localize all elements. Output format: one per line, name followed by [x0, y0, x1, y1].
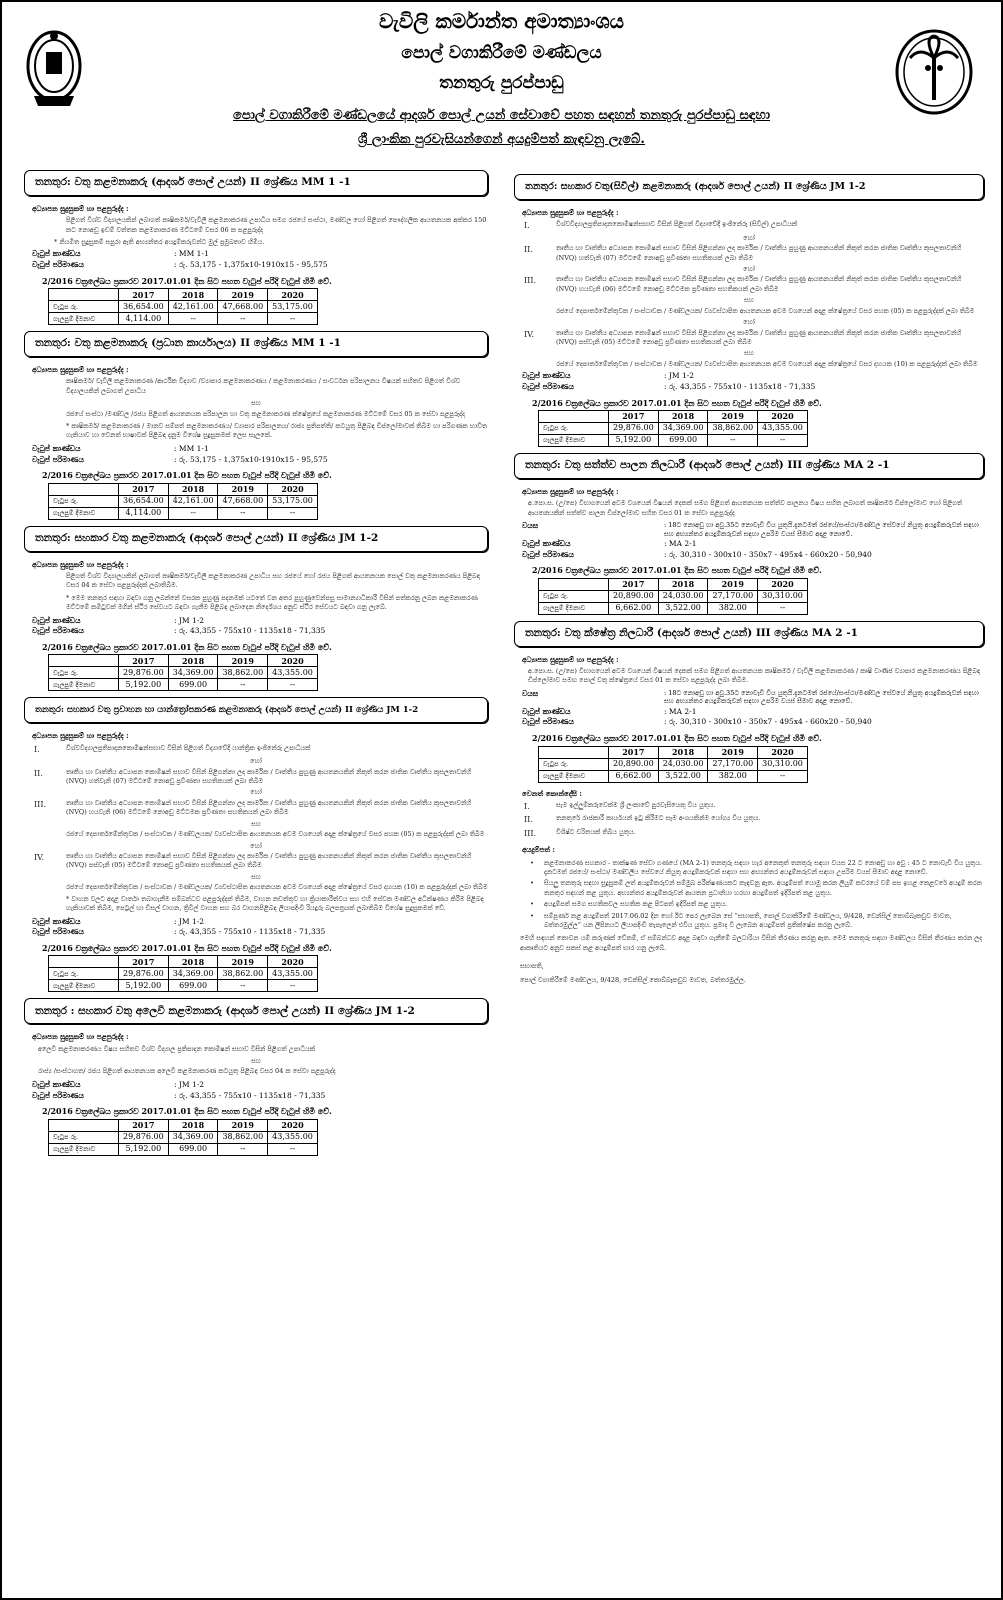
or-separator: හෝ: [743, 318, 755, 327]
grade-value: : JM 1-2: [174, 1079, 205, 1089]
scale-value: : රු. 30,310 - 300x10 - 350x7 - 495x4 - 660x20 - 50,940: [664, 717, 872, 727]
table-cell: 2020: [758, 746, 808, 758]
item-numeral: I.: [524, 221, 530, 231]
table-cell: වැටුප රු.: [49, 667, 119, 679]
scale-value: : රු. 43,355 - 755x10 - 1135x18 - 71,335: [664, 382, 816, 391]
table-cell: [49, 483, 119, 495]
table-cell: 34,369.00: [168, 667, 218, 679]
item-numeral: IV.: [524, 329, 535, 339]
table-cell: [49, 655, 119, 667]
and-separator: සහ: [251, 872, 261, 881]
scale-label: වැටුප් පරිමාණය: [32, 260, 84, 270]
table-cell: 2019: [218, 289, 268, 301]
age-value: : 18ට නොඅඩු හා අවු.35ට නොවැඩි විය යුතුයි.දැනටමත් රජයේ/සංස්ථා/මණ්ඩල සේවයේ නියුතු අයදුම්කරුවන් සඳහා සහ අභ්‍යන්තර අයදුම්කරුවන් සඳහා උපරිම වයස් සීමාව අදාළ නොවේ.: [664, 688, 979, 706]
table-cell: 24,030.00: [658, 590, 708, 602]
table-cell: --: [758, 770, 808, 782]
table-cell: 2020: [268, 655, 318, 667]
qualification-text: කෘෂිකර්ම/ වැවිලි කළමනාකරණ /ආර්ථික විද්‍යාව /ව්‍යාපාර කළමනාකරණය / කළමනාකරණය / සංවර්ධන පරිපාලනය විෂයක් සහිතව පිළිගත් විශ්ව විද්‍යාලයකින් ලබාගත් උපාධිය: [66, 377, 461, 395]
condition-item: සැම ඉල්ලුම්කරුවෙක්ම ශ්‍රී ලංකාවේ පුරවැසියෙකු විය යුතුය.: [556, 800, 716, 809]
table-cell: 43,355.00: [268, 667, 318, 679]
salary-table: [538, 746, 808, 783]
qualification-note: * වාහන වලට අදාළ වාර්තා තබාගැනීම සම්බන්ධව පළපුරුද්දක් තිබීම, වාහන නඩත්තුව හා ක්‍රියාකාරීත්වය සහ එහි සේවක මණ්ඩල අධීක්ෂණය කිරීම පිළිබඳ හැකියාවක් තිබීම, පෙට්‍රල් හා ඩීසල් වාහන, ත්‍රිවිල් වාහන සහ බර වාහනපිළිබඳ ලියාපදිංචි රියදුරු බලපත්‍රයක් ලබාතිබීම විශේෂ සුදුසුකමක් වේ.: [66, 894, 484, 913]
left-column: [24, 166, 488, 1162]
table-cell: [539, 411, 609, 423]
scale-value: : රු. 43,355 - 755x10 - 1135x18 - 71,335: [174, 626, 326, 636]
table-cell: 2017: [609, 578, 659, 590]
condition-item: තනතුරේ රාජකාරී කාර්යයන් ඉටු කිරීමට සෑම අංශයකින්ම යෝග්‍ය විය යුතුය.: [556, 814, 761, 823]
table-cell: 34,369.00: [168, 1131, 218, 1143]
scale-label: වැටුප් පරිමාණය: [522, 549, 574, 559]
other-conditions: [514, 789, 984, 840]
board-title: පොල් වගාකිරීමේ මණ්ඩලය: [401, 43, 602, 63]
or-separator: හෝ: [250, 788, 262, 797]
table-cell: 2018: [168, 289, 218, 301]
table-cell: 29,876.00: [119, 968, 169, 980]
table-cell: 2020: [268, 956, 318, 968]
table-cell: 5,192.00: [119, 980, 169, 992]
table-cell: 2018: [658, 746, 708, 758]
table-cell: 38,862.00: [218, 1131, 268, 1143]
qualification-text: රාජ්‍ය /සංස්ථාගත/ රජය පිළිගත් ආයතනයක අලෙවි කළමනාකරණ කටයුතු පිළිබඳ වසර 04 ක සේවා පළපුරුද්ද: [38, 1067, 336, 1076]
table-cell: 2019: [218, 655, 268, 667]
table-cell: වැටුප රු.: [539, 423, 609, 435]
item-numeral: [34, 830, 66, 839]
table-cell: 29,876.00: [119, 1131, 169, 1143]
table-cell: 2020: [758, 411, 808, 423]
table-cell: 5,192.00: [609, 435, 659, 447]
table-cell: 2018: [168, 956, 218, 968]
qualifications-label: අධ්‍යාපන සුදුසුකම් හා පළපුරුද්ද :: [32, 365, 129, 375]
table-cell: --: [218, 1143, 268, 1155]
salary-note: 2/2016 චක්‍රලේඛය ප්‍රකාරව 2017.01.01 දින සිට පහත වැටුප් පරිදි වැටුප් හිමි වේ.: [532, 733, 822, 744]
qualifications-label: අධ්‍යාපන සුදුසුකම් හා පළපුරුද්ද :: [522, 208, 619, 217]
vacancy-title: තනතුර : සහකාර වතු අලෙවි කළමනාකරු (ආදර්ශ පොල් උයන්) II ශ්‍රේණිය JM 1-2: [24, 998, 488, 1024]
qualification-note: * කෘෂිකර්ම/ කළමනාකරණ / මානව සම්පත් කළමනාකරණය/ ව්‍යාපාර පරිපාලනය/ රාජ්‍ය ප්‍රතිපත්ති/ කටයුතු පිළිබඳ ඩිප්ලෝමාවක් තිබීම හා පරිගණක භාවිත හැකියාව හා වෙනත් භාෂාවක් පිළිබඳ දැනුම විශේෂ සුදුසුකමක් ලෙස සැලකේ.: [66, 422, 488, 440]
footnote: මෙහි සඳහන් නොවන යම් කරුණක් වේනම්, ඒ සම්බන්ධව අදාළ බඳවා ගැනීමේ බලධාරියා විසින් තීරණය කරනු ඇත. මෙම තනතුරු සඳහා මණ්ඩලය විසින් තීරණය කරන ලද ආකෘතියට අනුව සකස් කළ අයදුම්පත් භාර ගනු ලැබේ.: [520, 934, 983, 953]
qualifications-label: අධ්‍යාපන සුදුසුකම් හා පළපුරුද්ද :: [522, 487, 619, 497]
item-numeral: [34, 883, 66, 892]
table-cell: වැටුප රු.: [539, 590, 609, 602]
scale-label: වැටුප් පරිමාණය: [32, 1090, 84, 1100]
table-cell: 42,161.00: [168, 301, 218, 313]
salary-table: [48, 1119, 318, 1156]
table-cell: --: [708, 435, 758, 447]
qualification-item: රජයේ දෙපාර්තමේන්තුවක / සංස්ථාවක / මණ්ඩලයක/ ව්‍යවස්ථාපිත ආයතනයක අවම වශයෙන් අදාළ ක්ෂේත්‍රයේ වසර පහක (05) ක පළපුරුද්දක් ලබා තිබීම: [66, 830, 485, 839]
item-numeral: III.: [524, 276, 537, 286]
vacancy-civil-manager: [514, 174, 984, 447]
salary-table: [48, 955, 318, 992]
table-cell: 6,662.00: [609, 602, 659, 614]
salary-table: [48, 288, 318, 325]
table-cell: 30,310.00: [758, 590, 808, 602]
condition-item: විශිෂ්ට චරිතයක් තිබිය යුතුය.: [556, 827, 636, 836]
qualification-item: විශ්වවිද්‍යාලප්‍රතිපාදනකොමිෂන්සභාව විසින් පිළිගත් විද්‍යාවේදී ඉංජිනේරු (සිවිල්) උපාධියක්: [556, 220, 798, 229]
qualification-item: තෘතීය හා වෘත්තීය අධ්‍යාපන කොමිෂන් සභාව විසින් පිළිගන්නා ලද කාර්මික / වෘත්තීය පුහුණු ආයතනයකින් නිකුත් කරන ජාතික වෘත්තීය කුසලතාවන්හි (NVQ) පස්වැනි (05) මට්ටමේ නොඅඩු ප්‍රවීණතා සහතිකයක් ලබා තිබීම: [556, 328, 962, 346]
scale-label: වැටුප් පරිමාණය: [32, 927, 84, 937]
table-cell: 42,161.00: [168, 495, 218, 507]
scale-value: : රු. 30,310 - 300x10 - 350x7 - 495x4 - 660x20 - 50,940: [664, 549, 872, 559]
item-numeral: [524, 307, 556, 316]
table-cell: 2017: [119, 483, 169, 495]
table-cell: --: [268, 980, 318, 992]
scale-value: : රු. 43,355 - 755x10 - 1135x18 - 71,335: [174, 927, 326, 937]
table-cell: 699.00: [168, 980, 218, 992]
table-cell: 53,175.00: [268, 495, 318, 507]
qualification-item: තෘතීය හා වෘත්තීය අධ්‍යාපන කොමිෂන් සභාව විසින් පිළිගන්නා ලද කාර්මික / වෘත්තීය පුහුණු ආයතනයකින් නිකුත් කරන ජාතික වෘත්තීය කුසලතාවන්හි (NVQ) හත්වැනි (07) මට්ටමේ නොඅඩු ප්‍රවීණතා සහතිකයක් ලබා තිබීම: [66, 767, 472, 786]
table-cell: 699.00: [658, 435, 708, 447]
or-separator: හෝ: [743, 233, 755, 242]
and-separator: සහ: [251, 399, 261, 408]
table-cell: වැටුප රු.: [539, 758, 609, 770]
qualification-text: රජයේ සංස්ථා /මණ්ඩල /රජය පිළිගත් ආයතනයක පරිපාලන හා වතු කළමනාකරණ ක්ෂේත්‍රයේ කළමනාකරණ මට්ටමේ වසර 05 ක සේවා පළපුරුද්ද: [66, 409, 465, 418]
vacancy-title: තනතුර: වතු කළමනාකරු (ප්‍රධාන කාර්යාලය) II ශ්‍රේණිය MM 1 -1: [24, 331, 488, 357]
grade-label: වැටුප් කාණ්ඩය: [32, 249, 81, 259]
age-label: වයස: [522, 521, 539, 531]
salary-table: [48, 483, 318, 520]
grade-label: වැටුප් කාණ්ඩය: [522, 538, 571, 548]
table-cell: 20,890.00: [609, 758, 659, 770]
or-separator: හෝ: [250, 757, 262, 766]
table-cell: --: [268, 1143, 318, 1155]
table-cell: ගැලපුම් දීමනාව: [539, 602, 609, 614]
table-cell: [539, 578, 609, 590]
table-cell: වැටුප රු.: [49, 495, 119, 507]
grade-label: වැටුප් කාණ්ඩය: [32, 443, 81, 453]
and-separator: සහ: [744, 296, 754, 305]
salary-note: 2/2016 චක්‍රලේඛය ප්‍රකාරව 2017.01.01 දින සිට පහත වැටුප් පරිදි වැටුප් හිමි වේ.: [42, 470, 332, 481]
qualification-text: පිළිගත් විශ්ව විද්‍යාලයකින් ලබාගත් කෘෂිකර්ම/වැවිලි කළමනාකරණ උපාධිය සහ රජයේ හෝ රජය පිළිගත් ආයතනයක පොල් වතු කළමනාකරණය පිළිබඳ වසර 04 ක සේවා පළපුරුද්දක් ලබාතිබීම.: [66, 571, 481, 590]
grade-value: : MM 1-1: [174, 443, 209, 453]
table-cell: ගැලපුම් දීමනාව: [539, 770, 609, 782]
grade-label: වැටුප් කාණ්ඩය: [522, 371, 571, 381]
grade-label: වැටුප් කාණ්ඩය: [32, 1079, 81, 1089]
scale-label: වැටුප් පරිමාණය: [32, 626, 84, 636]
other-conditions-label: වෙනත් කොන්දේසි :: [522, 788, 582, 798]
ministry-title: වැවිලි කර්මාන්ත අමාත්‍යාංශය: [378, 9, 625, 33]
vacancy-title: තනතුර: සහකාර වතු ප්‍රවාහන හා යාන්ත්‍රෝපකරණ කළමනාකරු (ආදර්ශ පොල් උයන්) II ශ්‍රේණිය JM 1-2: [24, 697, 488, 723]
vacancy-livestock-officer: [514, 453, 984, 615]
table-cell: --: [218, 507, 268, 519]
or-separator: හෝ: [250, 841, 262, 850]
vacancy-estate-manager-head-office: [24, 331, 488, 520]
scale-label: වැටුප් පරිමාණය: [522, 717, 574, 727]
grade-value: : MM 1-1: [174, 249, 209, 259]
qualification-item: තෘතීය හා වෘත්තීය අධ්‍යාපන කොමිෂන් සභාව විසින් පිළිගන්නා ලද කාර්මික / වෘත්තීය පුහුණු ආයතනයකින් නිකුත් කරන ජාතික වෘත්තීය කුසලතාවන්හි (NVQ) පස්වැනි (05) මට්ටමේ නොඅඩු ප්‍රවීණතා සහතිකයක් ලබා තිබීම: [66, 852, 472, 870]
table-cell: 699.00: [168, 1143, 218, 1155]
age-value: : 18ට නොඅඩු හා අවු.35ට නොවැඩි විය යුතුයි.දැනටමත් රජයේ/සංස්ථා/මණ්ඩල සේවයේ නියුතු අයදුම්කරුවන් සඳහා සහ අභ්‍යන්තර අයදුම්කරුවන් සඳහා උපරිම වයස් සීමාව අදාළ නොවේ.: [664, 521, 979, 538]
table-cell: 2017: [609, 746, 659, 758]
qualification-text: අලෙවි කළමනාකරණය විෂය සහිතව විශ්ව විද්‍යාල ප්‍රතිපාදන කොමිෂන් සභාව විසින් පිළිගත් උපාධියක්: [38, 1044, 316, 1053]
qualification-text: පිළිගත් විශ්ව විද්‍යාලයකින් ලබාගත් කෘෂිකර්ම/වැවිලි කළමනාකරණ උපාධිය සමග රජයේ සංස්ථා, මණ්ඩල හෝ පිළිගත් පෞද්ගලික ආයතනයක අක්කර 150 කට නොඅඩු ඉඩම් වත්තක කළමනාකරණ මට්ටමේ වසර 06 ක පළපුරුද්ද: [66, 216, 487, 234]
table-cell: --: [758, 602, 808, 614]
table-cell: 2019: [708, 578, 758, 590]
vacancy-assistant-estate-manager: [24, 526, 488, 692]
salary-note: 2/2016 චක්‍රලේඛය ප්‍රකාරව 2017.01.01 දින සිට පහත වැටුප් පරිදි වැටුප් හිමි වේ.: [42, 1106, 332, 1117]
table-cell: 2019: [218, 483, 268, 495]
bullet-icon: •: [530, 858, 534, 867]
table-cell: --: [268, 313, 318, 325]
vacancy-title: තනතුර: සහකාර වතු(සිවිල්) කළමනාකරු (ආදර්ශ පොල් උයන්) II ශ්‍රේණිය JM 1-2: [514, 174, 984, 200]
qualification-item: රජයේ දෙපාර්තමේන්තුවක / සංස්ථාවක / මණ්ඩලයක/ ව්‍යවස්ථාපිත ආයතනයක අවම වශයෙන් අදාළ ක්ෂේත්‍රයේ වසර දහයක (10) ක පළපුරුද්දක් ලබා තිබීම: [66, 883, 488, 892]
grade-value: : JM 1-2: [664, 371, 695, 381]
table-cell: ගැලපුම් දීමනාව: [49, 1143, 119, 1155]
table-cell: 38,862.00: [218, 667, 268, 679]
table-cell: 382.00: [708, 770, 758, 782]
application-note: සියලු තනතුරු සඳහා සුදුසුකම් ලත් අයදුම්කරුවන් සම්මුඛ පරීක්ෂණයකට කැඳවනු ඇත. අයදුම්පත් යොමු කරන ලියුම් කවරයේ වම් පස ඉහළ කෙළවරේ අයදුම් කරන තනතුර සඳහන් කළ යුතුය. අභ්‍යන්තර අයදුම්කරුවන් ආයතන ප්‍රධානියා හරහා අයදුම්පත් ඉදිරිපත් කළ යුතුය.: [544, 879, 982, 897]
grade-label: වැටුප් කාණ්ඩය: [32, 916, 81, 926]
salary-note: 2/2016 චක්‍රලේඛය ප්‍රකාරව 2017.01.01 දින සිට පහත වැටුප් පරිදි වැටුප් හිමි වේ.: [42, 642, 332, 653]
item-numeral: I.: [524, 801, 530, 811]
vacancy-title: තනතුර: වතු සත්ත්ව පාලන නිලධාරී (ආදර්ශ පොල් උයන්) III ශ්‍රේණිය MA 2 -1: [514, 453, 984, 479]
salary-table: [538, 578, 808, 615]
item-numeral: II.: [34, 768, 43, 778]
table-cell: 2020: [268, 483, 318, 495]
application-note: කළමනාකරණ සහකාර - තාක්ෂණ සේවා ගණයේ (MA 2-1) තනතුරු සඳහා හැර අනෙකුත් තනතුරු සඳහා වයස 22 ට නොඅඩු හා අවු : 45 ට නොවැඩි විය යුතුය. දැනටමත් රජයේ/ සංස්ථා/ මණ්ඩලීය සේවයේ නියුතු අයදුම්කරුවන් සඳහා සහ අභ්‍යන්තර අයදුම්කරුවන් සඳහා උපරිම වයස් සීමාව අදාළ නොවේ.: [544, 858, 983, 876]
salary-note: 2/2016 චක්‍රලේඛය ප්‍රකාරව 2017.01.01 දින සිට පහත වැටුප් පරිදි වැටුප් හිමි වේ.: [532, 565, 822, 576]
table-cell: 24,030.00: [658, 758, 708, 770]
table-cell: ගැලපුම් දීමනාව: [49, 679, 119, 691]
item-numeral: II.: [524, 815, 533, 825]
qualification-item: විශ්වවිද්‍යාලප්‍රතිපාදනකොමිෂන්සභාව විසින් පිළිගත් විද්‍යාවේදී යාන්ත්‍රික ඉංජිනේරු උපාධියක්: [66, 743, 311, 752]
table-cell: 2017: [119, 655, 169, 667]
application-notes: [514, 845, 984, 985]
table-cell: --: [268, 679, 318, 691]
table-cell: --: [168, 313, 218, 325]
table-cell: 53,175.00: [268, 301, 318, 313]
table-cell: 2018: [168, 483, 218, 495]
table-cell: 2017: [119, 1119, 169, 1131]
intro-line-1: පොල් වගාකිරීමේ මණ්ඩලයේ ආදර්ශ පොල් උයන් සේවාවේ පහත සඳහන් තනතුරු පුරප්පාඩු සඳහා: [233, 108, 770, 123]
bullet-icon: •: [530, 911, 534, 920]
table-cell: --: [168, 507, 218, 519]
table-cell: --: [218, 313, 268, 325]
table-cell: 3,522.00: [658, 602, 708, 614]
table-cell: 2020: [268, 1119, 318, 1131]
table-cell: 2019: [708, 746, 758, 758]
grade-label: වැටුප් කාණ්ඩය: [522, 706, 571, 716]
coconut-board-logo-icon: [894, 28, 974, 116]
and-separator: සහ: [744, 349, 754, 358]
age-label: වයස: [522, 688, 539, 698]
table-cell: --: [218, 980, 268, 992]
table-cell: 43,355.00: [268, 968, 318, 980]
table-cell: 2018: [658, 578, 708, 590]
qualifications-label: අධ්‍යාපන සුදුසුකම් හා පළපුරුද්ද :: [32, 559, 129, 569]
or-separator: හෝ: [743, 264, 755, 273]
item-numeral: IV.: [34, 853, 45, 863]
table-cell: 6,662.00: [609, 770, 659, 782]
table-cell: 47,668.00: [218, 301, 268, 313]
table-cell: 2018: [658, 411, 708, 423]
qualifications-label: අධ්‍යාපන සුදුසුකම් හා පළපුරුද්ද :: [522, 654, 619, 664]
vacancy-title: තනතුර: වතු කළමනාකරු (ආදර්ශ පොල් උයන්) II ශ්‍රේණිය MM 1 -1: [24, 170, 488, 196]
qualifications-label: අධ්‍යාපන සුදුසුකම් හා පළපුරුද්ද :: [32, 204, 129, 213]
table-cell: 34,369.00: [168, 968, 218, 980]
scale-value: : රු. 53,175 - 1,375x10-1910x15 - 95,575: [174, 260, 328, 270]
vacancy-transport-manager: [24, 697, 488, 992]
table-cell: [49, 1119, 119, 1131]
table-cell: 5,192.00: [119, 1143, 169, 1155]
grade-value: : JM 1-2: [174, 615, 205, 625]
qualification-item: තෘතීය හා වෘත්තීය අධ්‍යාපන කොමිෂන් සභාව විසින් පිළිගන්නා ලද කාර්මික / වෘත්තීය පුහුණු ආයතනයකින් නිකුත් කරන ජාතික වෘත්තීය කුසලතාවන්හි (NVQ) හයවැනි (06) මට්ටමේ නොඅඩු මට්ටමක ප්‍රවීණතා සහතිකයක් ලබා තිබීම: [556, 275, 962, 293]
item-numeral: I.: [34, 744, 40, 754]
table-cell: [49, 289, 119, 301]
table-cell: 2019: [218, 1119, 268, 1131]
item-numeral: III.: [524, 828, 537, 838]
table-cell: 5,192.00: [119, 679, 169, 691]
table-cell: 20,890.00: [609, 590, 659, 602]
table-cell: 382.00: [708, 602, 758, 614]
grade-value: : MA 2-1: [664, 538, 697, 548]
table-cell: 2020: [268, 289, 318, 301]
qualification-item: රජයේ දෙපාර්තමේන්තුවක / සංස්ථාවක / මණ්ඩලයක/ ව්‍යවස්ථාපිත ආයතනයක අවම වශයෙන් අදාළ ක්ෂේත්‍රයේ වසර පහක (05) ක පළපුරුද්දක් ලබා තිබීම: [556, 306, 975, 315]
qualification-text: අ.පො.ස. (උ/පෙ) විභාගයෙන් අවම වශයෙන් විෂයන් දෙකක් සමග පිළිගත් ආයතනයක කෘෂිකර්ම / වැවිලි කළමනාකරණ / කෘෂි වාණිජ ව්‍යාපාර කළමනාකරණය පිළිබඳ ඩිප්ලෝමාව සමඟ පොල් වතු ක්ෂේත්‍රයේ වසර 01 ක සේවා පළපුරුද්ද ලබා තිබීම.: [528, 666, 981, 685]
table-cell: [49, 956, 119, 968]
salary-note: 2/2016 චක්‍රලේඛය ප්‍රකාරව 2017.01.01 දින සිට පහත වැටුප් පරිදි වැටුප් හිමි වේ.: [42, 275, 332, 286]
salary-table: [48, 654, 318, 691]
table-cell: 43,355.00: [758, 423, 808, 435]
table-cell: 27,170.00: [708, 758, 758, 770]
table-cell: වැටුප රු.: [49, 301, 119, 313]
table-cell: 43,355.00: [268, 1131, 318, 1143]
grade-value: : MA 2-1: [664, 706, 697, 716]
item-numeral: III.: [34, 799, 47, 809]
table-cell: 27,170.00: [708, 590, 758, 602]
vacancy-title: තනතුර: සහකාර වතු කළමනාකරු (ආදර්ශ පොල් උයන්) II ශ්‍රේණිය JM 1-2: [24, 526, 488, 552]
table-cell: --: [268, 507, 318, 519]
table-cell: 2017: [119, 956, 169, 968]
qualification-item: රජයේ දෙපාර්තමේන්තුවක / සංස්ථාවක / මණ්ඩලයක/ ව්‍යවස්ථාපිත ආයතනයක අවම වශයෙන් අදාළ ක්ෂේත්‍රයේ වසර දහයක (10) ක පළපුරුද්දක් ලබා තිබීම: [556, 359, 978, 368]
table-cell: 4,114.00: [119, 507, 169, 519]
qualifications-label: අධ්‍යාපන සුදුසුකම් හා පළපුරුද්ද :: [32, 1032, 129, 1042]
scale-value: : රු. 53,175 - 1,375x10-1910x15 - 95,575: [174, 454, 328, 464]
salary-note: 2/2016 චක්‍රලේඛය ප්‍රකාරව 2017.01.01 දින සිට පහත වැටුප් පරිදි වැටුප් හිමි වේ.: [532, 397, 822, 408]
vacancies-title: තනතුරු පුරප්පාඩු: [439, 73, 564, 93]
grade-label: වැටුප් කාණ්ඩය: [32, 615, 81, 625]
salary-note: 2/2016 චක්‍රලේඛය ප්‍රකාරව 2017.01.01 දින සිට පහත වැටුප් පරිදි වැටුප් හිමි වේ.: [42, 943, 332, 954]
table-cell: [539, 746, 609, 758]
item-numeral: II.: [524, 245, 533, 255]
table-cell: 36,654.00: [119, 495, 169, 507]
vacancy-title: තනතුර: වතු ක්ෂේත්‍ර නිලධාරී (ආදර්ශ පොල් උයන්) III ශ්‍රේණිය MA 2 -1: [514, 621, 984, 647]
table-cell: 4,114.00: [119, 313, 169, 325]
scale-value: : රු. 43,355 - 755x10 - 1135x18 - 71,335: [174, 1090, 326, 1100]
table-cell: ගැලපුම් දීමනාව: [49, 507, 119, 519]
vacancy-marketing-manager: [24, 998, 488, 1155]
salary-table: [538, 410, 808, 447]
qualification-item: තෘතීය හා වෘත්තීය අධ්‍යාපන කොමිෂන් සභාව විසින් පිළිගන්නා ලද කාර්මික / වෘත්තීය පුහුණු ආයතනයකින් නිකුත් කරන ජාතික වෘත්තීය කුසලතාවන්හි (NVQ) හත්වැනි (07) මට්ටමේ නොඅඩු ප්‍රවීණතා සහතිකයක් ලබා තිබීම: [556, 244, 962, 262]
right-column: [514, 170, 984, 991]
and-separator: සහ: [251, 1056, 261, 1065]
table-cell: 2018: [168, 1119, 218, 1131]
vacancy-estate-manager: [24, 170, 488, 325]
table-cell: 2019: [708, 411, 758, 423]
table-cell: --: [218, 679, 268, 691]
bullet-icon: •: [530, 879, 534, 888]
table-cell: 2020: [758, 578, 808, 590]
table-cell: 30,310.00: [758, 758, 808, 770]
table-cell: වැටුප රු.: [49, 968, 119, 980]
application-note: අයදුම්පත් සමග සහතිකවල සහතික කළ පිටපත් ඉදිරිපත් කළ යුතුය.: [544, 900, 728, 909]
table-cell: 34,369.00: [658, 423, 708, 435]
table-cell: ගැලපුම් දීමනාව: [539, 435, 609, 447]
table-cell: ගැලපුම් දීමනාව: [49, 980, 119, 992]
qualifications-label: අධ්‍යාපන සුදුසුකම් හා පළපුරුද්ද :: [32, 731, 129, 741]
item-numeral: [524, 360, 556, 369]
sri-lanka-emblem-icon: [24, 22, 84, 112]
qualification-item: තෘතීය හා වෘත්තීය අධ්‍යාපන කොමිෂන් සභාව විසින් පිළිගන්නා ලද කාර්මික / වෘත්තීය පුහුණු ආයතනයකින් නිකුත් කරන ජාතික වෘත්තීය කුසලතාවන්හි (NVQ) හයවැනි (06) මට්ටමේ නොඅඩු මට්ටමක ප්‍රවීණතා සහතිකයක් ලබා තිබීම: [66, 798, 472, 817]
table-cell: 2017: [609, 411, 659, 423]
scale-label: වැටුප් පරිමාණය: [32, 454, 84, 464]
table-cell: 2018: [168, 655, 218, 667]
table-cell: 29,876.00: [609, 423, 659, 435]
vacancy-field-officer: [514, 621, 984, 783]
bullet-icon: •: [530, 900, 534, 909]
table-cell: 3,522.00: [658, 770, 708, 782]
application-note: සම්පූර්ණ කළ අයදුම්පත් 2017.06.02 දින හෝ ඊට පෙර ලැබෙන සේ “සභාපති, පොල් වගාකිරීමේ මණ්ඩලය, 9/428, ඩෙන්සිල් කොබ්බෑකඩුව මාවත, බත්තරමුල්ල” යන ලිපිනයට ලියාපදිංචි තැපෑලෙන් එවිය යුතුය. ප්‍රමාද වී ලැබෙන අයදුම්පත් ප්‍රතික්ෂේප කරනු ලැබේ.: [544, 911, 952, 930]
table-cell: --: [758, 435, 808, 447]
applications-label: අයදුම්පත් :: [522, 845, 555, 855]
intro-line-2: ශ්‍රී ලාංකික පුරවැසියන්ගෙන් අයදුම්පත් කැඳවනු ලැබේ.: [358, 132, 645, 147]
table-cell: 2019: [218, 956, 268, 968]
board-address: පොල් වගාකිරීමේ මණ්ඩලය, 9/428, ඩෙන්සිල් කොබ්බෑකඩුව මාවත, බත්තරමුල්ල.: [520, 975, 746, 984]
qualification-note: * නියමිත සුදුසුකම් සපුරා ඇති අභ්‍යන්තර අයදුම්කරුවන්ට මුල් ප්‍රමුඛතාව හිමිය.: [54, 237, 265, 246]
signatory: සභාපති,: [520, 961, 544, 970]
grade-value: : JM 1-2: [174, 916, 205, 926]
qualification-note: * මෙම තනතුර සඳහා බඳවා ගනු ලබන්නේ වසරක පුහුණු පදනමක් යටතේ වන අතර පුහුණුවෙන්පසු සාමාන්‍යාධිකාරී විසින් පත්කරනු ලබන කළමනාකරණ මට්ටමේ කමිටුවක් මගින් ස්ථිර සේවයට බඳවා ගැනීම පිළිබඳ ලබාදෙන නිර්දේශය අනුව ස්ථිර සේවයට බඳවා ගනු ලැබේ.: [66, 593, 478, 612]
and-separator: සහ: [251, 819, 261, 828]
table-cell: 36,654.00: [119, 301, 169, 313]
table-cell: 2017: [119, 289, 169, 301]
table-cell: 38,862.00: [708, 423, 758, 435]
table-cell: 29,876.00: [119, 667, 169, 679]
table-cell: ගැලපුම් දීමනාව: [49, 313, 119, 325]
qualification-text: අ.පො.ස. (උ/පෙ) විභාගයෙන් අවම වශයෙන් විෂයන් දෙකක් සමග පිළිගත් ආයතනයක සත්ත්ව පාලනය විෂය සහිත ලබාගත් කෘෂිකර්ම ඩිප්ලෝමාව හෝ පිළිගත් ආයතනයකින් සත්ත්ව පාලන ඩිප්ලෝමාව සහිත වසර 01 ක සේවා පළපුරුද්ද: [528, 499, 963, 517]
table-cell: 699.00: [168, 679, 218, 691]
table-cell: 38,862.00: [218, 968, 268, 980]
table-cell: 47,668.00: [218, 495, 268, 507]
table-cell: වැටුප රු.: [49, 1131, 119, 1143]
scale-label: වැටුප් පරිමාණය: [522, 382, 574, 391]
